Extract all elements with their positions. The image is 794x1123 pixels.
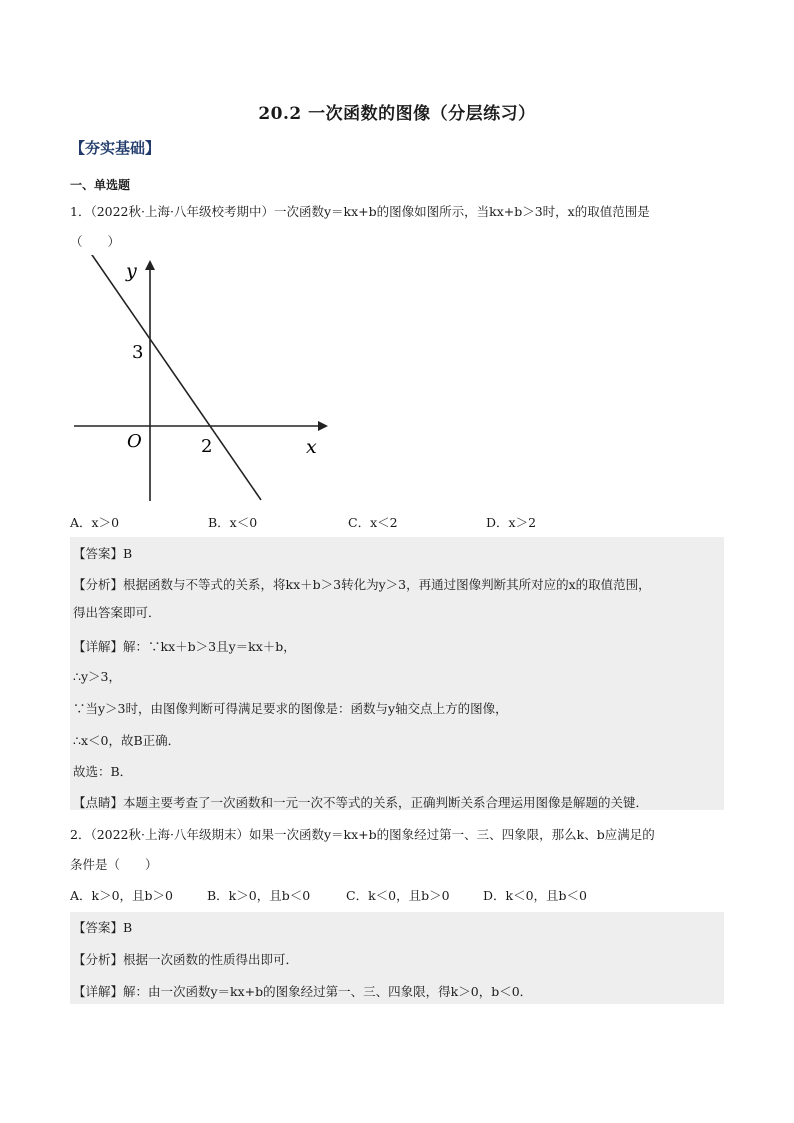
x-axis-label: x — [306, 436, 317, 458]
x-axis-arrow-icon — [318, 421, 328, 431]
analysis-2: 【分析】根据一次函数的性质得出即可． — [73, 952, 299, 967]
option-a[interactable]: A．k＞0，且b＞0 — [70, 888, 174, 903]
page-title: 20.2 一次函数的图像（分层练习） — [258, 104, 536, 124]
detail-2: 【详解】解：由一次函数y＝kx+b的图象经过第一、三、四象限，得k＞0，b＜0． — [73, 984, 533, 999]
question-2-stem: 2．（2022秋·上海·八年级期末）如果一次函数y＝kx+b的图象经过第一、三、四象限，那么k、b应满足的 — [70, 827, 655, 842]
question-1-options — [70, 513, 536, 531]
y-intercept-label: 3 — [132, 342, 144, 363]
question-2-options — [70, 886, 587, 904]
option-c[interactable]: C．x＜2 — [348, 515, 398, 530]
part-heading: 一、单选题 — [70, 178, 131, 192]
analysis-1-line-1: 【分析】根据函数与不等式的关系，将kx＋b＞3转化为y＞3，再通过图像判断其所对应的x的取值范围， — [73, 577, 651, 592]
function-line — [74, 255, 261, 500]
question-2-stem-line-2: 条件是（ ） — [70, 857, 158, 872]
y-axis-label: y — [126, 260, 137, 282]
question-1-stem: 1．（2022秋·上海·八年级校考期中）一次函数y＝kx+b的图像如图所示，当kx+b＞3时，x的取值范围是 — [70, 204, 650, 219]
detail-1-line-4: ∴x＜0，故B正确． — [73, 733, 181, 748]
y-axis-arrow-icon — [145, 260, 155, 270]
option-d[interactable]: D．k＜0，且b＜0 — [483, 888, 588, 903]
detail-1-line-2: ∴y＞3， — [73, 669, 121, 684]
comment-1: 【点睛】本题主要考查了一次函数和一元一次不等式的关系，正确判断关系合理运用图像是解题的关键． — [73, 795, 649, 810]
answer-2: 【答案】B — [73, 920, 133, 935]
detail-1-line-3: ∵当y＞3时，由图像判断可得满足要求的图像是：函数与y轴交点上方的图像， — [73, 701, 508, 716]
origin-label: O — [127, 431, 142, 452]
detail-1-line-1: 【详解】解：∵kx＋b＞3且y＝kx＋b， — [73, 639, 296, 654]
option-d[interactable]: D．x＞2 — [486, 515, 537, 530]
analysis-1-line-2: 得出答案即可． — [73, 605, 161, 620]
section-heading: 【夯实基础】 — [70, 139, 161, 157]
option-c[interactable]: C．k＜0，且b＞0 — [346, 888, 450, 903]
x-intercept-label: 2 — [201, 436, 213, 457]
answer-1: 【答案】B — [73, 546, 133, 561]
question-1-stem-bracket: （ ） — [70, 234, 121, 249]
choice-1: 故选：B． — [73, 764, 133, 779]
option-b[interactable]: B．x＜0 — [208, 515, 258, 530]
option-a[interactable]: A．x＞0 — [70, 515, 120, 530]
function-graph — [74, 255, 334, 505]
option-b[interactable]: B．k＞0，且b＜0 — [207, 888, 311, 903]
